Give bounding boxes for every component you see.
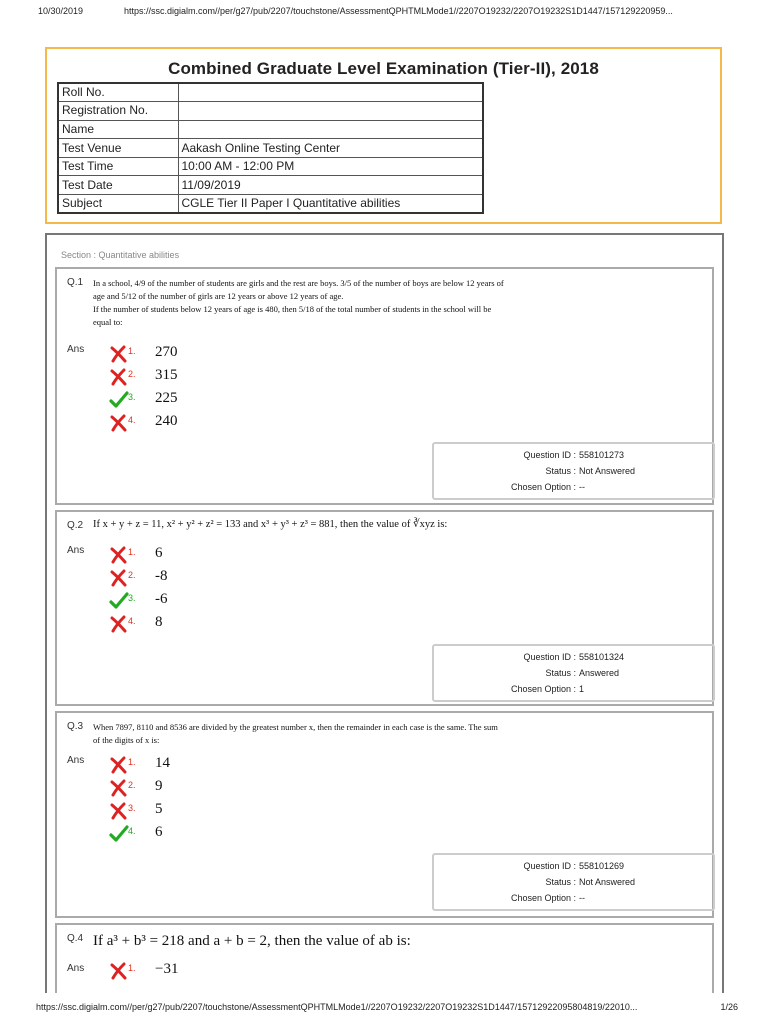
question-meta [432, 853, 715, 911]
info-row [58, 102, 483, 121]
option [109, 367, 309, 389]
chosen-option-value: -- [579, 482, 585, 492]
question-text [93, 935, 653, 948]
option-number: 1. [128, 757, 136, 767]
wrong-cross-icon [109, 545, 129, 565]
option-number: 1. [128, 346, 136, 356]
option [109, 824, 309, 846]
info-key: Test Date [58, 176, 178, 195]
info-row [58, 139, 483, 158]
info-value [178, 83, 483, 102]
info-row [58, 176, 483, 195]
wrong-cross-icon [109, 344, 129, 364]
option-number: 3. [128, 803, 136, 813]
status-row [434, 668, 713, 682]
option-value: 14 [155, 755, 170, 771]
print-header [38, 6, 738, 22]
option [109, 778, 309, 800]
question-text-line: In a school, 4/9 of the number of students are girls and the rest are boys. 3/5 of the number of boys are below 12 years of [93, 278, 504, 288]
question-id-row [434, 861, 713, 875]
info-row [58, 83, 483, 102]
status-label: Status : [545, 877, 576, 887]
question-text [93, 277, 543, 329]
option-value: -8 [155, 568, 168, 584]
chosen-option-label: Chosen Option : [510, 893, 576, 903]
question-meta [432, 442, 715, 500]
option [109, 568, 309, 590]
option [109, 755, 309, 777]
info-row [58, 120, 483, 139]
info-key: Test Venue [58, 139, 178, 158]
exam-info-table [57, 82, 484, 214]
option [109, 413, 309, 435]
option-value: 225 [155, 390, 178, 406]
chosen-option-row [434, 684, 713, 698]
info-key: Roll No. [58, 83, 178, 102]
question-id-label: Question ID : [523, 652, 576, 662]
question-id-row [434, 652, 713, 666]
option-value: 240 [155, 413, 178, 429]
question-number: Q.4 [67, 933, 84, 944]
question-number: Q.3 [67, 721, 84, 732]
option [109, 961, 309, 983]
print-date: 10/30/2019 [38, 6, 84, 16]
option [109, 344, 309, 366]
option-value: 8 [155, 614, 163, 630]
chosen-option-value: -- [579, 893, 585, 903]
wrong-cross-icon [109, 568, 129, 588]
question-id-label: Question ID : [523, 861, 576, 871]
option-value: 6 [155, 824, 163, 840]
status-label: Status : [545, 668, 576, 678]
option-number: 2. [128, 780, 136, 790]
question-id-value: 558101269 [579, 861, 625, 871]
question-text [93, 721, 543, 747]
option-value: -6 [155, 591, 168, 607]
info-value [178, 120, 483, 139]
option-value: −31 [155, 961, 179, 977]
wrong-cross-icon [109, 367, 129, 387]
info-key: Subject [58, 195, 178, 214]
wrong-cross-icon [109, 413, 129, 433]
wrong-cross-icon [109, 755, 129, 775]
question-paper [45, 233, 724, 993]
status-value: Not Answered [579, 877, 636, 887]
info-key: Registration No. [58, 102, 178, 121]
info-row [58, 157, 483, 176]
chosen-option-label: Chosen Option : [510, 482, 576, 492]
option-number: 2. [128, 570, 136, 580]
question-text-line: equal to: [93, 317, 123, 327]
question-text-line: If x + y + z = 11, x² + y² + z² = 133 and x³ + y³ + z³ = 881, then the value of ∛xyz is: [93, 519, 448, 530]
ans-label: Ans [67, 963, 85, 974]
option-number: 3. [128, 392, 136, 402]
option-number: 3. [128, 593, 136, 603]
status-value: Answered [579, 668, 620, 678]
info-key: Test Time [58, 157, 178, 176]
option [109, 591, 309, 613]
option-value: 9 [155, 778, 163, 794]
option-number: 2. [128, 369, 136, 379]
question-number: Q.2 [67, 520, 84, 531]
option-value: 270 [155, 344, 178, 360]
option-value: 315 [155, 367, 178, 383]
status-row [434, 877, 713, 891]
correct-check-icon [109, 390, 129, 410]
chosen-option-label: Chosen Option : [510, 684, 576, 694]
option [109, 390, 309, 412]
info-value: 10:00 AM - 12:00 PM [178, 157, 483, 176]
wrong-cross-icon [109, 801, 129, 821]
question-id-row [434, 450, 713, 464]
print-footer-url: https://ssc.digialm.com//per/g27/pub/2207/touchstone/AssessmentQPHTMLMode1//2207O19232/2207O19232S1D1447/15712922095804819/22010... [36, 1002, 638, 1012]
option-number: 1. [128, 963, 136, 973]
option-number: 4. [128, 826, 136, 836]
wrong-cross-icon [109, 961, 129, 981]
question-id-value: 558101273 [579, 450, 625, 460]
info-value: Aakash Online Testing Center [178, 139, 483, 158]
correct-check-icon [109, 591, 129, 611]
wrong-cross-icon [109, 614, 129, 634]
ans-label: Ans [67, 755, 85, 766]
correct-check-icon [109, 824, 129, 844]
question-text-line: If a³ + b³ = 218 and a + b = 2, then the value of ab is: [93, 933, 411, 949]
ans-label: Ans [67, 344, 85, 355]
status-value: Not Answered [579, 466, 636, 476]
question-meta [432, 644, 715, 702]
info-row [58, 195, 483, 214]
question-text-line: If the number of students below 12 years of age is 480, then 5/18 of the total number of students in the school will be [93, 304, 492, 314]
question-text-line: of the digits of x is: [93, 735, 160, 745]
wrong-cross-icon [109, 778, 129, 798]
option [109, 614, 309, 636]
question-card [55, 923, 714, 993]
question-id-value: 558101324 [579, 652, 625, 662]
option [109, 545, 309, 567]
status-row [434, 466, 713, 480]
option-number: 1. [128, 547, 136, 557]
question-text-line: When 7897, 8110 and 8536 are divided by the greatest number x, then the remainder in each case is the same. The sum [93, 722, 498, 732]
info-value: CGLE Tier II Paper I Quantitative abilities [178, 195, 483, 214]
status-label: Status : [545, 466, 576, 476]
option-number: 4. [128, 616, 136, 626]
print-footer [36, 1002, 738, 1016]
print-url: https://ssc.digialm.com//per/g27/pub/2207/touchstone/AssessmentQPHTMLMode1//2207O19232/2207O19232S1D1447/157129220959... [124, 6, 673, 16]
chosen-option-value: 1 [579, 684, 585, 694]
section-title: Section : Quantitative abilities [61, 250, 180, 260]
ans-label: Ans [67, 545, 85, 556]
option-value: 6 [155, 545, 163, 561]
question-number: Q.1 [67, 277, 84, 288]
exam-info-box [45, 47, 722, 224]
chosen-option-row [434, 893, 713, 907]
info-value [178, 102, 483, 121]
question-text [93, 518, 653, 531]
chosen-option-row [434, 482, 713, 496]
info-key: Name [58, 120, 178, 139]
option [109, 801, 309, 823]
question-card [55, 267, 714, 505]
question-card [55, 510, 714, 706]
question-card [55, 711, 714, 918]
exam-title: Combined Graduate Level Examination (Tier-II), 2018 [168, 59, 599, 78]
info-value: 11/09/2019 [178, 176, 483, 195]
question-id-label: Question ID : [523, 450, 576, 460]
option-number: 4. [128, 415, 136, 425]
option-value: 5 [155, 801, 163, 817]
page-number: 1/26 [720, 1002, 738, 1012]
question-text-line: age and 5/12 of the number of girls are 12 years or above 12 years of age. [93, 291, 344, 301]
